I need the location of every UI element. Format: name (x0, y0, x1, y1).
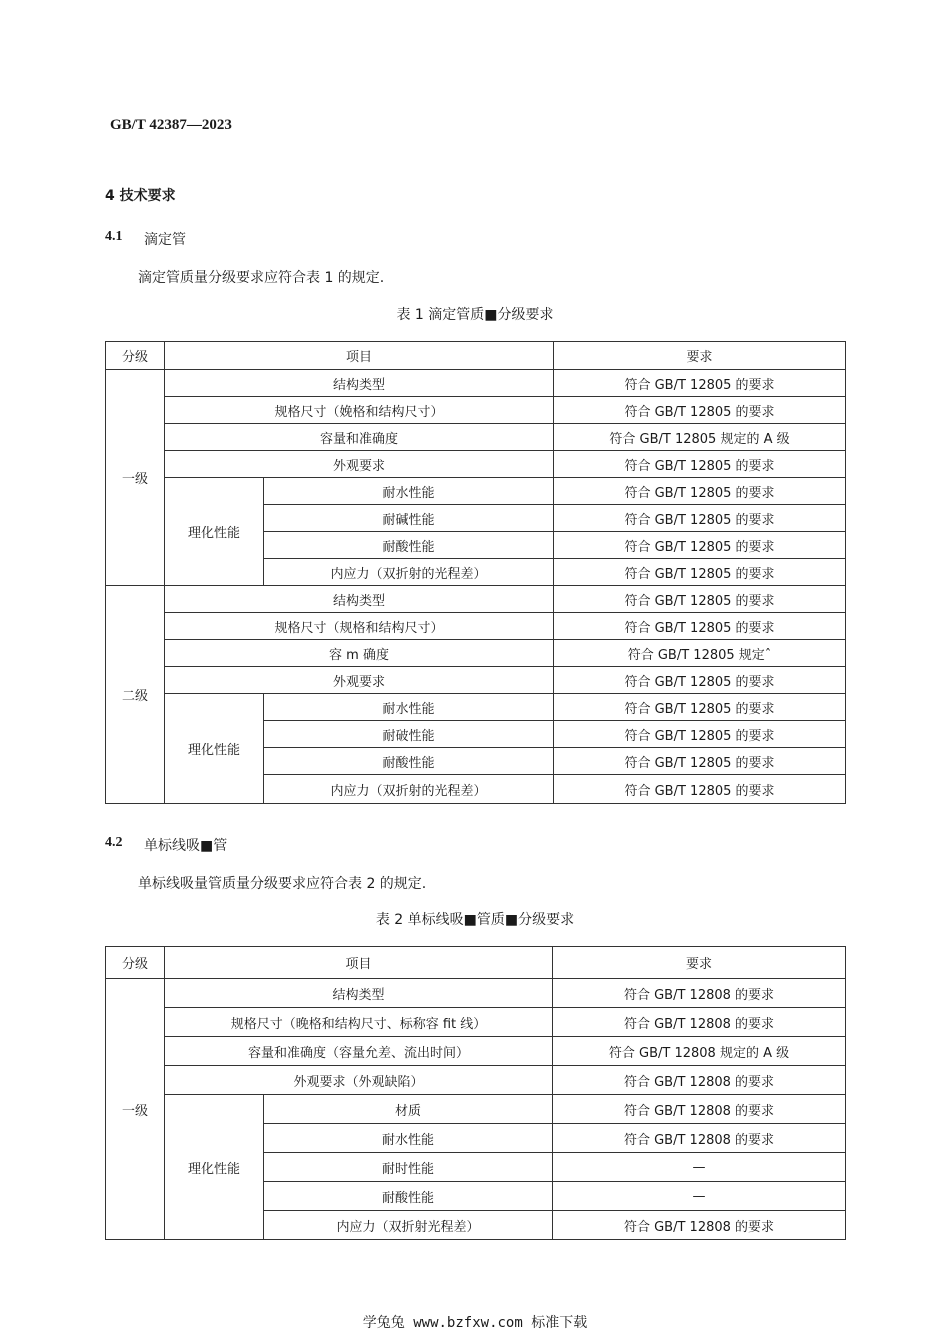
table-1-caption: 表 1 滴定管质■分级要求 (396, 307, 554, 323)
requirement-cell: 符合 GB/T 12805 的要求 (554, 721, 846, 748)
standard-number: GB/T 42387—2023 (110, 117, 232, 133)
table-2 (105, 946, 846, 1240)
requirement-cell: 符合 GB/T 12805 的要求 (554, 505, 846, 532)
table-row (106, 586, 846, 613)
table-row (106, 1008, 846, 1037)
table-row (106, 640, 846, 667)
requirement-cell: 符合 GB/T 12805 的要求 (554, 748, 846, 775)
item-cell: 耐破性能 (264, 721, 554, 748)
header-grade: 分级 (106, 947, 165, 979)
requirement-cell: 符合 GB/T 12805 的要求 (554, 478, 846, 505)
item-cell: 耐酸性能 (264, 748, 554, 775)
item-cell: 内应力（双折射的光程差） (264, 775, 554, 804)
item-cell: 容量和准确度 (165, 424, 554, 451)
grade-cell: 二级 (106, 586, 165, 804)
item-cell: 耐碱性能 (264, 505, 554, 532)
item-cell: 规格尺寸（娩格和结构尺寸） (165, 397, 554, 424)
requirement-cell: 符合 GB/T 12805 的要求 (554, 451, 846, 478)
table-1 (105, 341, 846, 804)
table-row (106, 1066, 846, 1095)
item-cell: 结构类型 (165, 979, 553, 1008)
item-cell: 外观要求（外观缺陷） (165, 1066, 553, 1095)
section-4-2-title: 单标线吸■管 (144, 838, 228, 854)
requirement-cell: 符合 GB/T 12808 的要求 (553, 1008, 846, 1037)
requirement-cell: 符合 GB/T 12805 的要求 (554, 397, 846, 424)
item-cell: 耐酸性能 (264, 1182, 553, 1211)
table-row (106, 979, 846, 1008)
section-4-1-number: 4.1 (105, 229, 123, 244)
table-row (106, 667, 846, 694)
physchem-label-cell: 理化性能 (165, 694, 264, 804)
requirement-cell: 符合 GB/T 12805 的要求 (554, 694, 846, 721)
section-4-2-paragraph: 单标线吸量管质量分级要求应符合表 2 的规定. (138, 876, 427, 892)
footer-watermark-text: 学兔兔 www.bzfxw.com 标准下载 (362, 1315, 588, 1331)
table-row (106, 370, 846, 397)
table-header-row (106, 947, 846, 979)
item-cell: 容量和准确度（容量允差、流出时间） (165, 1037, 553, 1066)
requirement-cell: 符合 GB/T 12808 的要求 (553, 1211, 846, 1240)
requirement-cell: 符合 GB/T 12808 的要求 (553, 979, 846, 1008)
requirement-cell: — (553, 1153, 846, 1182)
section-4-1-title: 滴定管 (144, 232, 186, 248)
table-2-caption: 表 2 单标线吸■管质■分级要求 (375, 912, 575, 928)
header-requirement: 要求 (553, 947, 846, 979)
requirement-cell: 符合 GB/T 12805 的要求 (554, 667, 846, 694)
table-row (106, 1095, 846, 1124)
physchem-label-cell: 理化性能 (165, 1095, 264, 1240)
item-cell: 耐水性能 (264, 694, 554, 721)
requirement-cell: 符合 GB/T 12805 的要求 (554, 775, 846, 804)
requirement-cell: 符合 GB/T 12805 规定的 A 级 (554, 424, 846, 451)
section-4-title: 4 技术要求 (105, 188, 176, 204)
header-requirement: 要求 (554, 342, 846, 370)
item-cell: 耐水性能 (264, 478, 554, 505)
table-row (106, 478, 846, 505)
header-grade: 分级 (106, 342, 165, 370)
header-item: 项目 (165, 947, 553, 979)
header-item: 项目 (165, 342, 554, 370)
table-header-row (106, 342, 846, 370)
item-cell: 内应力（双折射光程差） (264, 1211, 553, 1240)
grade-cell: 一级 (106, 370, 165, 586)
item-cell: 结构类型 (165, 370, 554, 397)
requirement-cell: 符合 GB/T 12805 的要求 (554, 559, 846, 586)
requirement-cell: — (553, 1182, 846, 1211)
table-row (106, 424, 846, 451)
table-row (106, 451, 846, 478)
item-cell: 材质 (264, 1095, 553, 1124)
grade-cell: 一级 (106, 979, 165, 1240)
table-row (106, 397, 846, 424)
requirement-cell: 符合 GB/T 12808 的要求 (553, 1066, 846, 1095)
item-cell: 外观要求 (165, 667, 554, 694)
item-cell: 耐时性能 (264, 1153, 553, 1182)
requirement-cell: 符合 GB/T 12808 的要求 (553, 1095, 846, 1124)
item-cell: 结构类型 (165, 586, 554, 613)
table-row (106, 613, 846, 640)
item-cell: 容 m 确度 (165, 640, 554, 667)
item-cell: 规格尺寸（规格和结构尺寸） (165, 613, 554, 640)
requirement-cell: 符合 GB/T 12808 的要求 (553, 1124, 846, 1153)
item-cell: 耐酸性能 (264, 532, 554, 559)
requirement-cell: 符合 GB/T 12805 的要求 (554, 532, 846, 559)
requirement-cell: 符合 GB/T 12805 的要求 (554, 370, 846, 397)
item-cell: 耐水性能 (264, 1124, 553, 1153)
item-cell: 外观要求 (165, 451, 554, 478)
section-4-1-paragraph: 滴定管质量分级要求应符合表 1 的规定. (138, 270, 385, 286)
requirement-cell: 符合 GB/T 12805 的要求 (554, 613, 846, 640)
item-cell: 内应力（双折射的光程差） (264, 559, 554, 586)
section-4-2-number: 4.2 (105, 835, 123, 850)
table-row (106, 694, 846, 721)
requirement-cell: 符合 GB/T 12805 的要求 (554, 586, 846, 613)
requirement-cell: 符合 GB/T 12805 规定ˆ (554, 640, 846, 667)
table-row (106, 1037, 846, 1066)
requirement-cell: 符合 GB/T 12808 规定的 A 级 (553, 1037, 846, 1066)
item-cell: 规格尺寸（晚格和结构尺寸、标称容 fit 线） (165, 1008, 553, 1037)
physchem-label-cell: 理化性能 (165, 478, 264, 586)
